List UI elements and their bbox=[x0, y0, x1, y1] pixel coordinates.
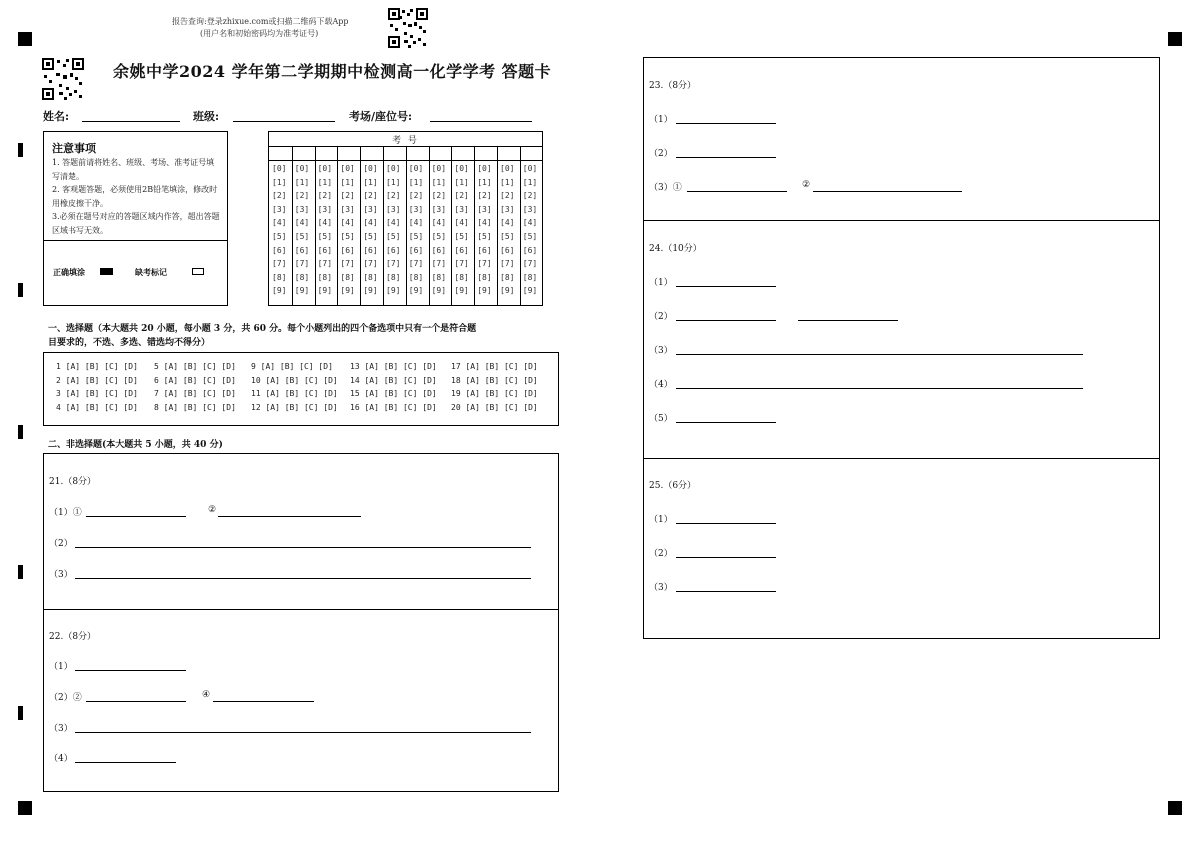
report-query-line: 报告查询:登录zhixue.com或扫描二维码下载App bbox=[172, 17, 349, 26]
exam-digit-bubble[interactable]: [3] bbox=[500, 204, 515, 214]
exam-digit-bubble[interactable]: [6] bbox=[477, 245, 492, 255]
exam-digit-bubble[interactable]: [9] bbox=[500, 286, 515, 296]
corner-mark-bottom-left bbox=[18, 801, 32, 815]
room-seat-label: 考场/座位号: bbox=[349, 110, 413, 123]
q24-title: 24.（10分） bbox=[649, 244, 702, 254]
choice-question-row[interactable]: 20 [A] [B] [C] [D] bbox=[451, 402, 538, 412]
exam-digit-bubble[interactable]: [1] bbox=[317, 177, 333, 187]
q22-part3-label: （3） bbox=[49, 724, 73, 734]
exam-digit-bubble[interactable]: [3] bbox=[340, 204, 355, 214]
q22-part4-label: （4） bbox=[49, 754, 73, 764]
exam-digit-bubble[interactable]: [6] bbox=[363, 245, 378, 255]
exam-digit-bubble[interactable]: [4] bbox=[477, 218, 492, 228]
exam-digit-bubble[interactable]: [5] bbox=[386, 232, 401, 241]
q24-part1-label: （1） bbox=[649, 278, 673, 288]
exam-digit-bubble[interactable]: [9] bbox=[294, 286, 310, 296]
grid-column-divider bbox=[474, 146, 475, 305]
exam-digit-bubble[interactable]: [6] bbox=[431, 245, 447, 255]
exam-digit-bubble[interactable]: [5] bbox=[477, 232, 492, 241]
q23-part2-label: （2） bbox=[649, 149, 673, 159]
q25-part1-label: （1） bbox=[649, 515, 673, 525]
q22-part4-blank[interactable] bbox=[75, 762, 176, 763]
notice-item: 3.必须在题号对应的答题区域内作答，超出答题区域书写无效。 bbox=[52, 212, 220, 235]
exam-digit-bubble[interactable]: [7] bbox=[294, 259, 310, 269]
exam-digit-bubble[interactable]: [8] bbox=[340, 272, 355, 282]
exam-digit-bubble[interactable]: [3] bbox=[522, 204, 538, 214]
absent-checkbox[interactable] bbox=[192, 268, 204, 275]
section2-heading: 二、非选择题(本大题共 5 小题，共 40 分) bbox=[48, 440, 223, 450]
exam-digit-bubble[interactable]: [5] bbox=[317, 232, 333, 241]
exam-digit-bubble[interactable]: [6] bbox=[386, 245, 401, 255]
exam-digit-bubble[interactable]: [7] bbox=[500, 259, 515, 269]
exam-digit-bubble[interactable]: [9] bbox=[363, 286, 378, 296]
exam-digit-bubble[interactable]: [7] bbox=[408, 259, 424, 269]
q24-part5-blank[interactable] bbox=[676, 422, 776, 423]
choice-question-row[interactable]: 1 [A] [B] [C] [D] bbox=[56, 362, 138, 371]
grid-column-divider bbox=[497, 146, 498, 305]
exam-digit-bubble[interactable]: [9] bbox=[272, 286, 287, 296]
exam-digit-bubble[interactable]: [1] bbox=[500, 177, 515, 187]
exam-digit-bubble[interactable]: [2] bbox=[340, 191, 355, 201]
exam-digit-bubble[interactable]: [7] bbox=[386, 259, 401, 269]
question-divider bbox=[644, 220, 1159, 221]
choice-question-row[interactable]: 2 [A] [B] [C] [D] bbox=[56, 375, 138, 385]
exam-digit-bubble[interactable]: [6] bbox=[454, 245, 469, 255]
exam-digit-bubble[interactable]: [3] bbox=[408, 204, 424, 214]
q23-part3b-blank[interactable] bbox=[813, 191, 962, 192]
exam-digit-bubble[interactable]: [4] bbox=[454, 218, 469, 228]
q23-part3-blank[interactable] bbox=[687, 191, 787, 192]
q21-part2-blank[interactable] bbox=[75, 547, 531, 548]
choice-question-row[interactable]: 14 [A] [B] [C] [D] bbox=[350, 375, 437, 385]
exam-digit-bubble[interactable]: [0] bbox=[386, 164, 401, 173]
q24-part2b-blank[interactable] bbox=[798, 320, 898, 321]
exam-digit-bubble[interactable]: [8] bbox=[294, 272, 310, 282]
exam-digit-bubble[interactable]: [3] bbox=[386, 204, 401, 214]
choice-question-row[interactable]: 11 [A] [B] [C] [D] bbox=[251, 389, 338, 398]
exam-digit-bubble[interactable]: [6] bbox=[294, 245, 310, 255]
choice-question-row[interactable]: 16 [A] [B] [C] [D] bbox=[350, 402, 437, 412]
exam-digit-bubble[interactable]: [4] bbox=[522, 218, 538, 228]
exam-digit-bubble[interactable]: [5] bbox=[408, 232, 424, 241]
q24-part5-label: （5） bbox=[649, 414, 673, 424]
exam-digit-bubble[interactable]: [8] bbox=[500, 272, 515, 282]
q24-part4-blank[interactable] bbox=[676, 388, 1083, 389]
q21-part1-blank[interactable] bbox=[86, 516, 186, 517]
exam-digit-bubble[interactable]: [0] bbox=[363, 164, 378, 173]
exam-digit-bubble[interactable]: [2] bbox=[363, 191, 378, 201]
exam-digit-bubble[interactable]: [9] bbox=[454, 286, 469, 296]
exam-digit-bubble[interactable]: [6] bbox=[522, 245, 538, 255]
q24-part3-label: （3） bbox=[649, 346, 673, 356]
exam-digit-bubble[interactable]: [0] bbox=[522, 164, 538, 173]
exam-digit-bubble[interactable]: [2] bbox=[431, 191, 447, 201]
q23-part2-blank[interactable] bbox=[676, 157, 776, 158]
exam-digit-bubble[interactable]: [8] bbox=[363, 272, 378, 282]
choice-question-row[interactable]: 10 [A] [B] [C] [D] bbox=[251, 375, 338, 385]
exam-digit-bubble[interactable]: [2] bbox=[272, 191, 287, 201]
q21-part1b-label: ② bbox=[208, 505, 217, 515]
exam-digit-bubble[interactable]: [6] bbox=[272, 245, 287, 255]
q22-part3-blank[interactable] bbox=[75, 732, 531, 733]
multiple-choice-box bbox=[43, 352, 559, 426]
class-label: 班级: bbox=[193, 110, 220, 123]
section1-heading-cont: 目要求的，不选、多选、错选均不得分） bbox=[48, 338, 211, 348]
exam-digit-bubble[interactable]: [1] bbox=[386, 177, 401, 187]
exam-digit-bubble[interactable]: [0] bbox=[294, 164, 310, 173]
exam-digit-bubble[interactable]: [9] bbox=[477, 286, 492, 296]
exam-number-grid bbox=[268, 131, 543, 306]
timing-mark bbox=[18, 143, 23, 157]
choice-question-row[interactable]: 17 [A] [B] [C] [D] bbox=[451, 362, 538, 371]
grid-column-divider bbox=[406, 146, 407, 305]
exam-digit-bubble[interactable]: [4] bbox=[500, 218, 515, 228]
choice-question-row[interactable]: 19 [A] [B] [C] [D] bbox=[451, 389, 538, 398]
exam-digit-bubble[interactable]: [1] bbox=[294, 177, 310, 187]
question-divider bbox=[644, 458, 1159, 459]
exam-digit-bubble[interactable]: [0] bbox=[317, 164, 333, 173]
class-field[interactable] bbox=[233, 121, 335, 122]
exam-digit-bubble[interactable]: [0] bbox=[431, 164, 447, 173]
grid-column-divider bbox=[292, 146, 293, 305]
exam-digit-bubble[interactable]: [9] bbox=[408, 286, 424, 296]
room-seat-field[interactable] bbox=[430, 121, 532, 122]
exam-digit-bubble[interactable]: [1] bbox=[363, 177, 378, 187]
exam-digit-bubble[interactable]: [3] bbox=[454, 204, 469, 214]
exam-digit-bubble[interactable]: [4] bbox=[340, 218, 355, 228]
q24-part4-label: （4） bbox=[649, 380, 673, 390]
choice-question-row[interactable]: 7 [A] [B] [C] [D] bbox=[154, 389, 236, 398]
exam-digit-bubble[interactable]: [9] bbox=[431, 286, 447, 296]
section1-heading: 一、选择题（本大题共 20 小题，每小题 3 分，共 60 分。每个小题列出的四个备选项中只有一个是符合题 bbox=[48, 324, 477, 334]
exam-digit-bubble[interactable]: [9] bbox=[340, 286, 355, 296]
grid-column-divider bbox=[429, 146, 430, 305]
exam-digit-bubble[interactable]: [3] bbox=[477, 204, 492, 214]
exam-digit-bubble[interactable]: [3] bbox=[294, 204, 310, 214]
grid-column-divider bbox=[315, 146, 316, 305]
exam-digit-bubble[interactable]: [9] bbox=[522, 286, 538, 296]
choice-question-row[interactable]: 9 [A] [B] [C] [D] bbox=[251, 362, 333, 371]
exam-digit-bubble[interactable]: [2] bbox=[386, 191, 401, 201]
exam-digit-bubble[interactable]: [5] bbox=[272, 232, 287, 241]
notice-item: 2. 客观题答题，必须使用2B铅笔填涂，修改时用橡皮擦干净。 bbox=[52, 185, 218, 208]
q24-part3-blank[interactable] bbox=[676, 354, 1083, 355]
name-label: 姓名: bbox=[43, 110, 70, 123]
exam-digit-bubble[interactable]: [2] bbox=[477, 191, 492, 201]
exam-digit-bubble[interactable]: [9] bbox=[317, 286, 333, 296]
exam-digit-bubble[interactable]: [5] bbox=[522, 232, 538, 241]
q25-part3-blank[interactable] bbox=[676, 591, 776, 592]
correct-fill-label: 正确填涂 bbox=[53, 267, 85, 277]
exam-digit-bubble[interactable]: [0] bbox=[477, 164, 492, 173]
q21-part1-label: （1）① bbox=[49, 508, 82, 518]
exam-digit-bubble[interactable]: [7] bbox=[477, 259, 492, 269]
grid-column-divider bbox=[337, 146, 338, 305]
exam-digit-bubble[interactable]: [8] bbox=[431, 272, 447, 282]
exam-digit-bubble[interactable]: [5] bbox=[431, 232, 447, 241]
notice-divider bbox=[44, 240, 227, 241]
exam-digit-bubble[interactable]: [1] bbox=[477, 177, 492, 187]
question-divider bbox=[44, 609, 558, 610]
corner-mark-top-right bbox=[1168, 32, 1182, 46]
exam-digit-bubble[interactable]: [8] bbox=[454, 272, 469, 282]
notice-item: 1. 答题前请将姓名、班级、考场、准考证号填写清楚。 bbox=[52, 158, 215, 181]
exam-digit-bubble[interactable]: [0] bbox=[340, 164, 355, 173]
exam-digit-bubble[interactable]: [4] bbox=[363, 218, 378, 228]
exam-digit-bubble[interactable]: [1] bbox=[272, 177, 287, 187]
notice-title: 注意事项 bbox=[52, 142, 96, 155]
timing-mark bbox=[18, 283, 23, 297]
q25-part3-label: （3） bbox=[649, 583, 673, 593]
exam-digit-bubble[interactable]: [4] bbox=[431, 218, 447, 228]
exam-digit-bubble[interactable]: [7] bbox=[272, 259, 287, 269]
exam-digit-bubble[interactable]: [3] bbox=[363, 204, 378, 214]
exam-digit-bubble[interactable]: [2] bbox=[454, 191, 469, 201]
exam-digit-bubble[interactable]: [4] bbox=[272, 218, 287, 228]
exam-digit-bubble[interactable]: [1] bbox=[408, 177, 424, 187]
exam-digit-bubble[interactable]: [7] bbox=[522, 259, 538, 269]
answer-box-left bbox=[43, 453, 559, 792]
exam-digit-bubble[interactable]: [7] bbox=[340, 259, 355, 269]
exam-digit-bubble[interactable]: [5] bbox=[500, 232, 515, 241]
choice-question-row[interactable]: 15 [A] [B] [C] [D] bbox=[350, 389, 437, 398]
exam-digit-bubble[interactable]: [8] bbox=[408, 272, 424, 282]
exam-digit-bubble[interactable]: [4] bbox=[386, 218, 401, 228]
qr-code-icon bbox=[388, 8, 428, 48]
exam-digit-bubble[interactable]: [0] bbox=[272, 164, 287, 173]
choice-question-row[interactable]: 12 [A] [B] [C] [D] bbox=[251, 402, 338, 412]
q21-part3-blank[interactable] bbox=[75, 578, 531, 579]
exam-digit-bubble[interactable]: [7] bbox=[363, 259, 378, 269]
corner-mark-top-left bbox=[18, 32, 32, 46]
choice-question-row[interactable]: 18 [A] [B] [C] [D] bbox=[451, 375, 538, 385]
q22-part1-label: （1） bbox=[49, 662, 73, 672]
q24-part2-label: （2） bbox=[649, 312, 673, 322]
exam-digit-bubble[interactable]: [7] bbox=[317, 259, 333, 269]
exam-digit-bubble[interactable]: [3] bbox=[317, 204, 333, 214]
choice-question-row[interactable]: 4 [A] [B] [C] [D] bbox=[56, 402, 138, 412]
q23-part3b-label: ② bbox=[802, 180, 811, 190]
timing-mark bbox=[18, 425, 23, 439]
exam-number-label: 考 号 bbox=[392, 136, 419, 146]
q24-part2-blank[interactable] bbox=[676, 320, 776, 321]
timing-mark bbox=[18, 706, 23, 720]
report-query-note: (用户名和初始密码均为准考证号) bbox=[200, 29, 319, 38]
exam-digit-bubble[interactable]: [9] bbox=[386, 286, 401, 296]
choice-question-row[interactable]: 3 [A] [B] [C] [D] bbox=[56, 389, 138, 398]
timing-mark bbox=[18, 565, 23, 579]
exam-digit-bubble[interactable]: [2] bbox=[408, 191, 424, 201]
exam-digit-bubble[interactable]: [2] bbox=[522, 191, 538, 201]
exam-digit-bubble[interactable]: [4] bbox=[317, 218, 333, 228]
exam-digit-bubble[interactable]: [4] bbox=[294, 218, 310, 228]
answer-box-right bbox=[643, 57, 1160, 639]
exam-digit-bubble[interactable]: [8] bbox=[272, 272, 287, 282]
exam-digit-bubble[interactable]: [6] bbox=[500, 245, 515, 255]
exam-digit-bubble[interactable]: [8] bbox=[317, 272, 333, 282]
exam-digit-bubble[interactable]: [2] bbox=[500, 191, 515, 201]
q24-part1-blank[interactable] bbox=[676, 286, 776, 287]
grid-column-divider bbox=[451, 146, 452, 305]
exam-digit-bubble[interactable]: [0] bbox=[408, 164, 424, 173]
q23-part1-blank[interactable] bbox=[676, 123, 776, 124]
exam-digit-bubble[interactable]: [6] bbox=[317, 245, 333, 255]
grid-column-divider bbox=[383, 146, 384, 305]
choice-question-row[interactable]: 13 [A] [B] [C] [D] bbox=[350, 362, 437, 371]
corner-mark-bottom-right bbox=[1168, 801, 1182, 815]
exam-digit-bubble[interactable]: [1] bbox=[454, 177, 469, 187]
exam-digit-bubble[interactable]: [8] bbox=[386, 272, 401, 282]
q25-part1-blank[interactable] bbox=[676, 523, 776, 524]
name-field[interactable] bbox=[82, 121, 180, 122]
exam-digit-bubble[interactable]: [5] bbox=[363, 232, 378, 241]
exam-digit-bubble[interactable]: [5] bbox=[294, 232, 310, 241]
q22-part2-blank[interactable] bbox=[86, 701, 186, 702]
choice-question-row[interactable]: 6 [A] [B] [C] [D] bbox=[154, 375, 236, 385]
q21-part1b-blank[interactable] bbox=[218, 516, 361, 517]
exam-digit-bubble[interactable]: [1] bbox=[431, 177, 447, 187]
notice-box bbox=[43, 131, 228, 306]
q23-title: 23.（8分） bbox=[649, 81, 697, 91]
exam-digit-bubble[interactable]: [0] bbox=[454, 164, 469, 173]
q21-part2-label: （2） bbox=[49, 539, 73, 549]
exam-digit-bubble[interactable]: [4] bbox=[408, 218, 424, 228]
q22-part2b-label: ④ bbox=[202, 690, 211, 700]
page-title: 余姚中学2024 学年第二学期期中检测高一化学学考 答题卡 bbox=[113, 62, 552, 81]
q22-part2b-blank[interactable] bbox=[213, 701, 314, 702]
q21-title: 21.（8分） bbox=[49, 477, 97, 487]
grid-column-divider bbox=[360, 146, 361, 305]
exam-digit-bubble[interactable]: [7] bbox=[454, 259, 469, 269]
q21-part3-label: （3） bbox=[49, 570, 73, 580]
exam-digit-bubble[interactable]: [5] bbox=[340, 232, 355, 241]
q25-part2-blank[interactable] bbox=[676, 557, 776, 558]
q25-part2-label: （2） bbox=[649, 549, 673, 559]
exam-digit-bubble[interactable]: [6] bbox=[408, 245, 424, 255]
exam-digit-bubble[interactable]: [1] bbox=[522, 177, 538, 187]
q22-part1-blank[interactable] bbox=[75, 670, 186, 671]
exam-digit-bubble[interactable]: [3] bbox=[431, 204, 447, 214]
exam-digit-bubble[interactable]: [8] bbox=[522, 272, 538, 282]
filled-sample-icon bbox=[100, 268, 113, 275]
grid-column-divider bbox=[520, 146, 521, 305]
absent-mark-label: 缺考标记 bbox=[135, 267, 167, 277]
qr-code-icon bbox=[42, 58, 84, 100]
choice-question-row[interactable]: 5 [A] [B] [C] [D] bbox=[154, 362, 236, 371]
exam-digit-bubble[interactable]: [6] bbox=[340, 245, 355, 255]
exam-digit-bubble[interactable]: [1] bbox=[340, 177, 355, 187]
q25-title: 25.（6分） bbox=[649, 481, 697, 491]
q22-title: 22.（8分） bbox=[49, 632, 97, 642]
q23-part3-label: （3）① bbox=[649, 183, 682, 193]
exam-digit-bubble[interactable]: [2] bbox=[294, 191, 310, 201]
exam-digit-bubble[interactable]: [5] bbox=[454, 232, 469, 241]
exam-digit-bubble[interactable]: [7] bbox=[431, 259, 447, 269]
choice-question-row[interactable]: 8 [A] [B] [C] [D] bbox=[154, 402, 236, 412]
q23-part1-label: （1） bbox=[649, 115, 673, 125]
q22-part2-label: （2）② bbox=[49, 693, 82, 703]
exam-digit-bubble[interactable]: [2] bbox=[317, 191, 333, 201]
exam-digit-bubble[interactable]: [8] bbox=[477, 272, 492, 282]
exam-digit-bubble[interactable]: [0] bbox=[500, 164, 515, 173]
exam-digit-bubble[interactable]: [3] bbox=[272, 204, 287, 214]
